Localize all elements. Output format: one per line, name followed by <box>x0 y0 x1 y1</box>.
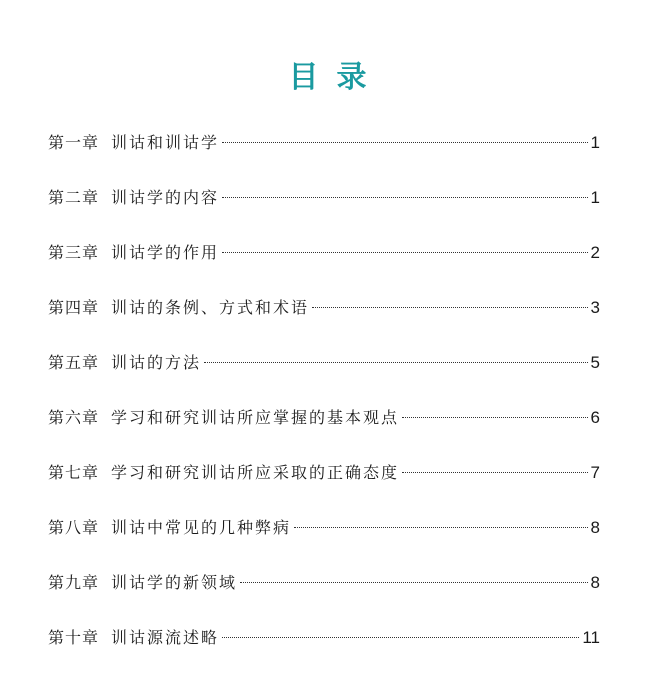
chapter-number: 第七章 <box>48 463 100 482</box>
page-number: 1 <box>590 133 600 152</box>
chapter-title: 训诂和训诂学 <box>111 133 220 152</box>
dot-leader <box>204 362 588 363</box>
page-title: 目录 <box>288 60 385 95</box>
toc-entry[interactable] <box>48 568 600 623</box>
dot-leader <box>240 582 588 583</box>
dot-leader <box>312 307 588 308</box>
chapter-title: 训诂源流述略 <box>111 628 220 647</box>
chapter-title: 学习和研究训诂所应采取的正确态度 <box>111 463 400 482</box>
page-number: 8 <box>590 518 600 537</box>
toc-entry[interactable] <box>48 513 600 568</box>
dot-leader <box>222 637 579 638</box>
toc-entry[interactable] <box>48 458 600 513</box>
chapter-title: 学习和研究训诂所应掌握的基本观点 <box>111 408 400 427</box>
page-number: 5 <box>590 353 600 372</box>
page-number: 2 <box>590 243 600 262</box>
toc-entry[interactable] <box>48 128 600 183</box>
dot-leader <box>402 472 588 473</box>
dot-leader <box>294 527 588 528</box>
toc-entry[interactable] <box>48 348 600 403</box>
toc-entry[interactable] <box>48 403 600 458</box>
dot-leader <box>402 417 588 418</box>
chapter-number: 第九章 <box>48 573 100 592</box>
chapter-number: 第八章 <box>48 518 100 537</box>
page-number: 6 <box>590 408 600 427</box>
chapter-number: 第十章 <box>48 628 100 647</box>
page-number: 8 <box>590 573 600 592</box>
chapter-title: 训诂的方法 <box>111 353 202 372</box>
page-number: 3 <box>590 298 600 317</box>
page-number: 1 <box>590 188 600 207</box>
chapter-title: 训诂学的新领域 <box>111 573 238 592</box>
toc-entry[interactable] <box>48 183 600 238</box>
dot-leader <box>222 197 588 198</box>
chapter-number: 第五章 <box>48 353 100 372</box>
chapter-number: 第四章 <box>48 298 100 317</box>
toc-entry[interactable] <box>48 293 600 348</box>
chapter-title: 训诂学的内容 <box>111 188 220 207</box>
chapter-title: 训诂的条例、方式和术语 <box>111 298 310 317</box>
chapter-number: 第三章 <box>48 243 100 262</box>
toc-entry[interactable] <box>48 623 600 678</box>
chapter-number: 第二章 <box>48 188 100 207</box>
page-number: 7 <box>590 463 600 482</box>
toc-entry[interactable] <box>48 238 600 293</box>
chapter-title: 训诂学的作用 <box>111 243 220 262</box>
chapter-number: 第一章 <box>48 133 100 152</box>
dot-leader <box>222 142 588 143</box>
table-of-contents <box>48 128 600 678</box>
chapter-number: 第六章 <box>48 408 100 427</box>
dot-leader <box>222 252 588 253</box>
page-number: 11 <box>582 628 600 647</box>
chapter-title: 训诂中常见的几种弊病 <box>111 518 292 537</box>
